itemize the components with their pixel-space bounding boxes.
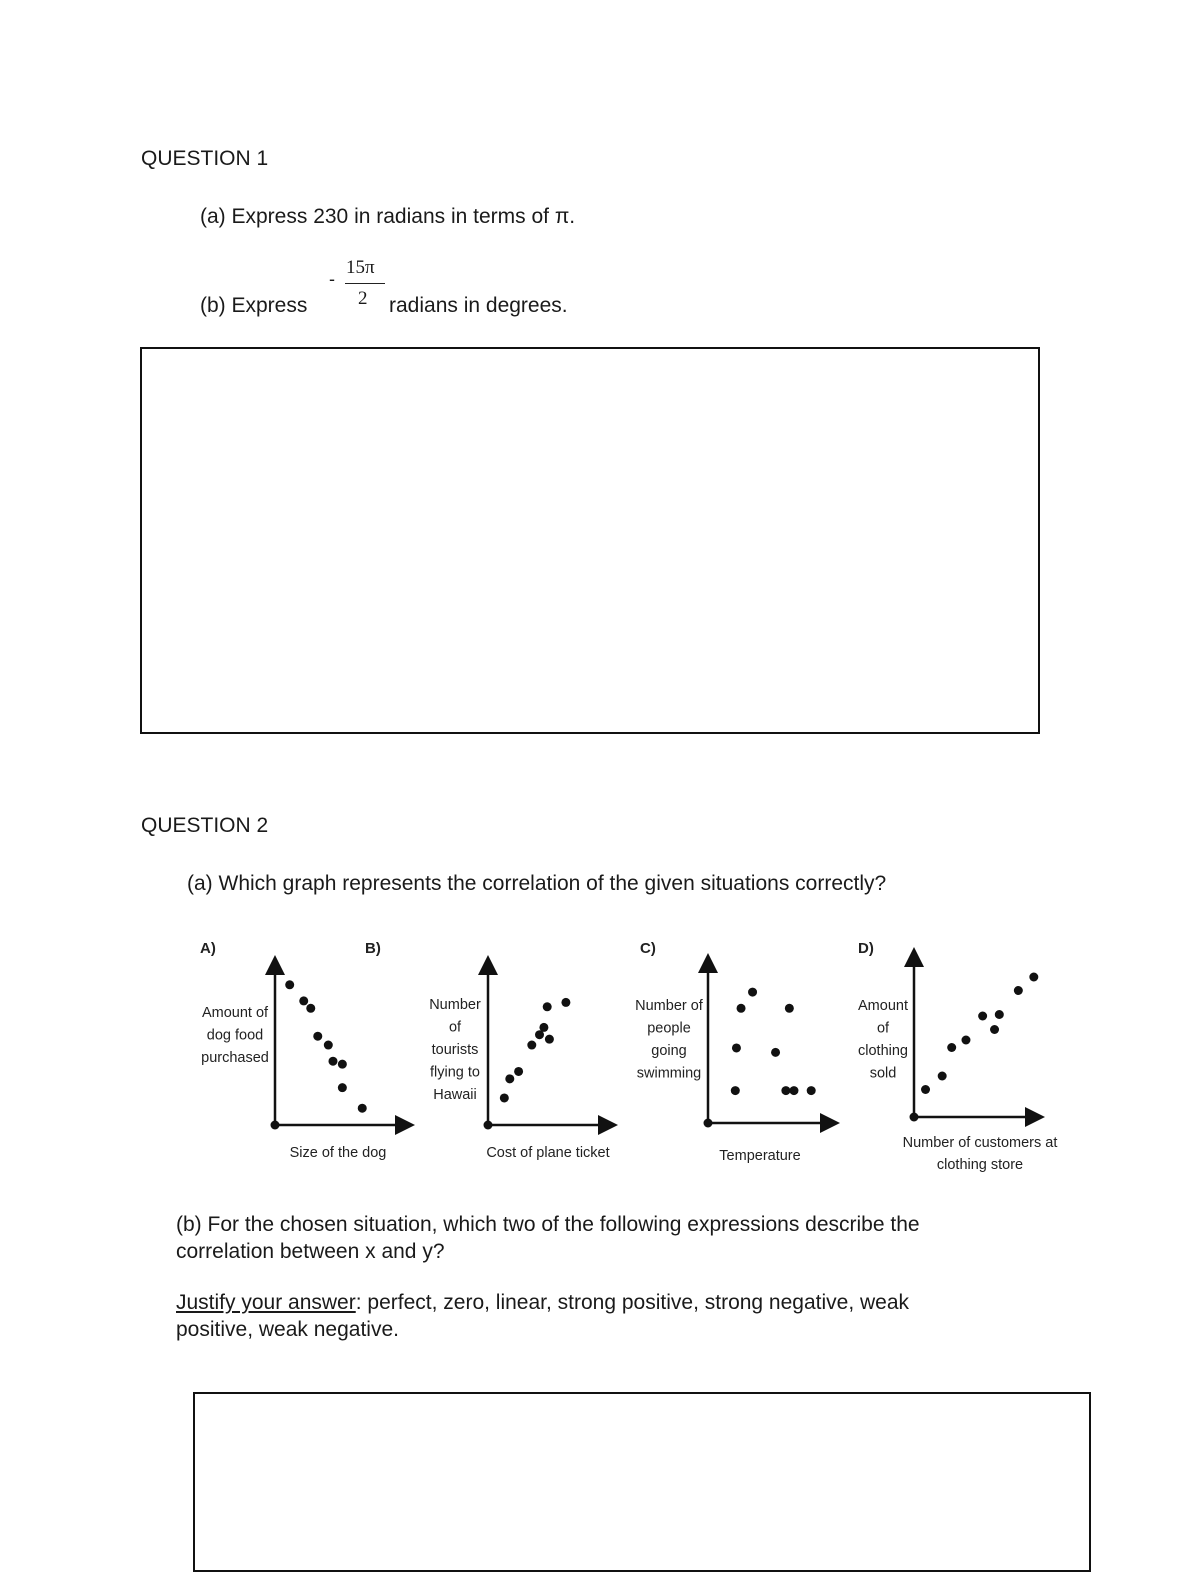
scatter-point [306, 1004, 315, 1013]
answer-box-question-2[interactable] [193, 1392, 1091, 1572]
question-2b-line-2: correlation between x and y? [176, 1240, 445, 1263]
scatter-point [947, 1043, 956, 1052]
origin-dot [271, 1121, 280, 1130]
correlation-graphs [190, 925, 1070, 1185]
scatter-point [732, 1043, 741, 1052]
scatter-point [990, 1025, 999, 1034]
y-axis-label: sold [869, 1065, 897, 1082]
scatter-point [299, 996, 308, 1005]
justify-options-line-1: : perfect, zero, linear, strong positive, strong negative, weak [355, 1291, 910, 1314]
scatter-point [539, 1023, 548, 1032]
y-axis-label: Number [429, 997, 481, 1013]
scatter-point [1014, 986, 1023, 995]
scatter-point [978, 1012, 987, 1021]
panel-label: D) [858, 940, 874, 957]
scatter-point [995, 1010, 1004, 1019]
scatter-point [338, 1083, 347, 1092]
y-axis-label: Amount [858, 998, 908, 1014]
scatter-point [1029, 973, 1038, 982]
scatter-point [781, 1086, 790, 1095]
scatter-point [748, 988, 757, 997]
question-1b-suffix: radians in degrees. [389, 294, 568, 317]
y-axis-label: people [647, 1020, 691, 1037]
y-axis-label: Number of [635, 998, 703, 1014]
y-axis-label: flying to [430, 1064, 480, 1081]
justify-line-2: positive, weak negative. [176, 1318, 399, 1341]
question-1-heading: QUESTION 1 [141, 147, 269, 170]
scatter-point [514, 1067, 523, 1076]
x-axis-label: clothing store [936, 1157, 1024, 1173]
y-axis-label: clothing [858, 1043, 908, 1059]
y-axis-label: of [876, 1020, 890, 1037]
question-1b-denominator: 2 [358, 288, 368, 309]
y-axis-label: Amount of [201, 1005, 269, 1021]
scatter-point [789, 1086, 798, 1095]
scatter-point [731, 1086, 740, 1095]
scatter-panel-2 [365, 940, 610, 1161]
scatter-point [358, 1104, 367, 1113]
scatter-point [961, 1036, 970, 1045]
scatter-point [313, 1032, 322, 1041]
panel-label: C) [640, 940, 656, 957]
y-axis-label: of [448, 1019, 462, 1036]
fraction-bar [345, 283, 385, 284]
y-axis-label: purchased [201, 1050, 269, 1066]
y-axis-label: dog food [206, 1027, 264, 1044]
answer-box-question-1[interactable] [140, 347, 1040, 734]
scatter-point [285, 980, 294, 989]
question-1b-numerator: 15π [346, 257, 375, 278]
scatter-point [324, 1041, 333, 1050]
scatter-point [328, 1057, 337, 1066]
scatter-point [527, 1041, 536, 1050]
x-axis-label: Number of customers at [902, 1135, 1058, 1151]
x-axis-label: Temperature [719, 1148, 801, 1164]
panel-label: B) [365, 940, 381, 957]
question-2-heading: QUESTION 2 [141, 814, 269, 837]
y-axis-label: swimming [636, 1065, 702, 1082]
y-axis-label: Hawaii [433, 1087, 477, 1103]
scatter-point [737, 1004, 746, 1013]
question-2a-text: (a) Which graph represents the correlation of the given situations correctly? [187, 872, 887, 895]
scatter-point [505, 1074, 514, 1083]
origin-dot [704, 1119, 713, 1128]
x-axis-label: Cost of plane ticket [486, 1145, 610, 1161]
scatter-panel-3 [635, 940, 830, 1164]
panel-label: A) [200, 940, 216, 957]
scatter-point [543, 1002, 552, 1011]
x-axis-label: Size of the dog [289, 1145, 387, 1161]
justify-label: Justify your answer [176, 1291, 356, 1314]
scatter-panel-4 [858, 940, 1057, 1173]
scatter-panel-1 [200, 940, 405, 1161]
origin-dot [484, 1121, 493, 1130]
origin-dot [910, 1113, 919, 1122]
scatter-point [561, 998, 570, 1007]
scatter-point [545, 1035, 554, 1044]
y-axis-label: going [651, 1043, 687, 1059]
question-1b-sign: - [329, 269, 335, 289]
y-axis-label: tourists [431, 1042, 479, 1058]
question-1b-prefix: (b) Express [200, 294, 308, 317]
scatter-point [921, 1085, 930, 1094]
scatter-point [938, 1072, 947, 1081]
scatter-point [771, 1048, 780, 1057]
scatter-point [807, 1086, 816, 1095]
question-2b-line-1: (b) For the chosen situation, which two of the following expressions describe the [176, 1213, 920, 1236]
question-1a-text: (a) Express 230 in radians in terms of π. [200, 205, 576, 228]
scatter-point [500, 1093, 509, 1102]
justify-line-1 [176, 1291, 909, 1315]
scatter-point [785, 1004, 794, 1013]
scatter-point [338, 1060, 347, 1069]
